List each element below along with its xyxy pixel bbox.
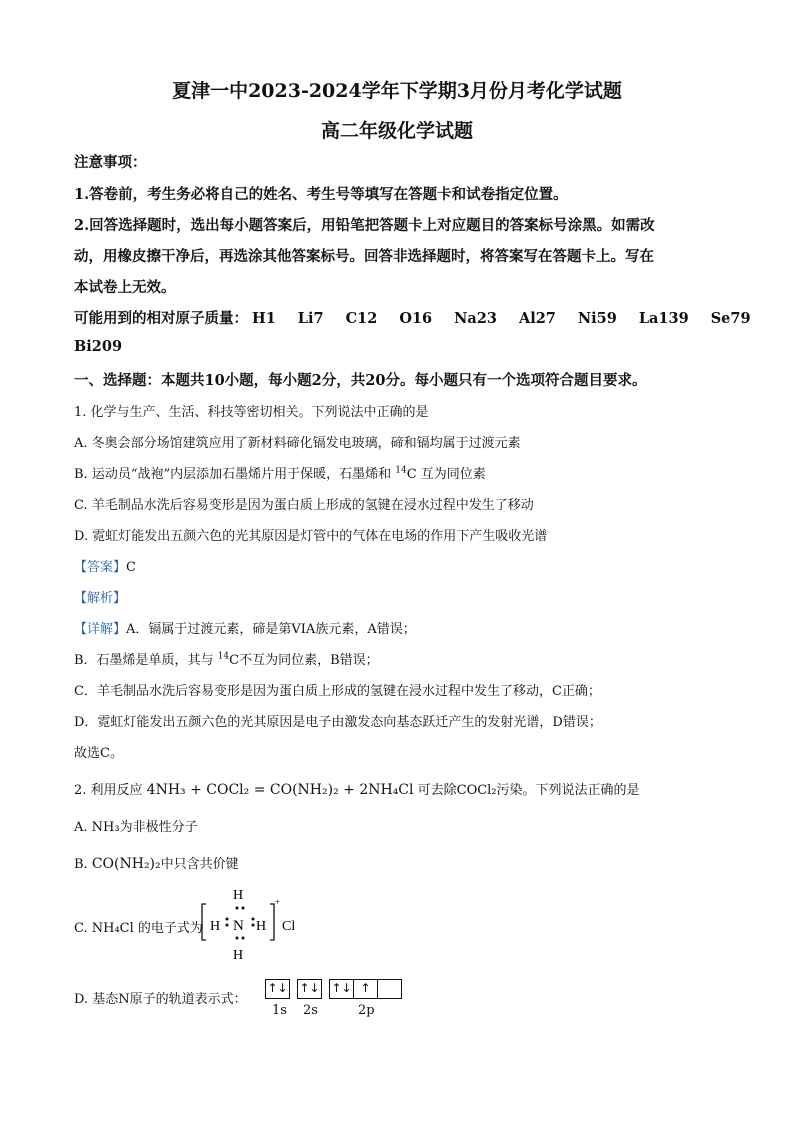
mass-item: Na23	[454, 310, 497, 327]
urea-formula: CO(NH₂)₂	[91, 856, 161, 872]
isotope-mass-number: 14	[395, 465, 407, 476]
q2-option-a: A. NH₃为非极性分子	[74, 820, 198, 835]
notice-item-2-line1: 2.回答选择题时，选出每小题答案后，用铅笔把答题卡上对应题目的答案标号涂黑。如需改	[74, 217, 655, 234]
lewis-h-right: H	[256, 919, 267, 934]
q1-answer	[74, 556, 136, 575]
atomic-mass-last: Bi209	[74, 338, 123, 355]
lewis-h-bottom: H	[233, 948, 244, 963]
orbital-label-2s: 2s	[303, 1003, 318, 1018]
q1-explain-a-text: A．镉属于过渡元素，碲是第VIA族元素，A错误；	[126, 622, 416, 637]
right-bracket	[270, 904, 274, 940]
mass-item: O16	[399, 310, 433, 327]
orbital-box-1s: ↑↓	[265, 979, 290, 999]
orbital-box-2p-1: ↑↓	[329, 979, 354, 999]
q1-explain-a	[74, 618, 416, 637]
orbital-label-2p: 2p	[358, 1003, 375, 1018]
notice-item-1: 1.答卷前，考生务必将自己的姓名、考生号等填写在答题卡和试卷指定位置。	[74, 186, 568, 203]
q1-option-b	[74, 463, 486, 482]
exam-subtitle: 高二年级化学试题	[320, 120, 473, 142]
section-heading: 一、选择题：本题共10小题，每小题2分，共20分。每小题只有一个选项符合题目要求。	[74, 372, 647, 389]
mass-item: C12	[345, 310, 378, 327]
orbital-box-2p-3	[377, 979, 402, 999]
q1-explain-c: C．羊毛制品水洗后容易变形是因为蛋白质上形成的氢键在浸水过程中发生了移动，C正确；	[74, 684, 601, 699]
detail-tag: 【详解】	[74, 622, 127, 637]
q2-stem-text: 2. 利用反应	[74, 783, 147, 798]
q1-explain-b	[74, 649, 379, 668]
q1-option-b-text: B. 运动员“战袍”内层添加石墨烯片用于保暖，石墨烯和	[74, 467, 396, 482]
q1-explain-d: D．霓虹灯能发出五颜六色的光其原因是电子由激发态向基态跃迁产生的发射光谱，D错误；	[74, 715, 602, 730]
mass-item: Se79	[710, 310, 751, 327]
atomic-mass-line	[74, 307, 773, 328]
mass-item: Al27	[518, 310, 556, 327]
left-bracket	[202, 904, 206, 940]
q2-stem-text-end: 可去除COCl₂污染。下列说法正确的是	[413, 783, 640, 798]
lewis-cl: Cl	[282, 919, 296, 934]
mass-item: H1	[252, 310, 276, 327]
q1-conclusion: 故选C。	[74, 746, 123, 761]
notice-item-2-line3: 本试卷上无效。	[74, 279, 176, 296]
answer-tag: 【答案】	[74, 560, 127, 575]
q1-explain-b-text: B．石墨烯是单质，其与	[74, 653, 218, 668]
q1-option-a: A. 冬奥会部分场馆建筑应用了新材料碲化镉发电玻璃，碲和镉均属于过渡元素	[74, 436, 521, 451]
charge-plus: +	[275, 897, 281, 907]
nitrogen-orbital-diagram	[263, 975, 423, 1023]
lewis-h-top: H	[233, 888, 244, 903]
notice-heading: 注意事项：	[74, 154, 147, 171]
answer-value: C	[126, 560, 136, 575]
q2-option-b-text: 中只含共价键	[160, 857, 239, 872]
q1-stem: 1. 化学与生产、生活、科技等密切相关。下列说法中正确的是	[74, 405, 429, 420]
orbital-box-2p-2: ↑	[353, 979, 378, 999]
mass-item: La139	[638, 310, 689, 327]
mass-item: Li7	[297, 310, 324, 327]
q2-option-b-label: B.	[74, 857, 92, 872]
lewis-n: N	[233, 918, 244, 934]
isotope-mass-number: 14	[217, 651, 230, 662]
q1-option-b-text-end: C 互为同位素	[406, 467, 486, 482]
q1-option-d: D. 霓虹灯能发出五颜六色的光其原因是灯管中的气体在电场的作用下产生吸收光谱	[74, 529, 548, 544]
orbital-box-2s: ↑↓	[297, 979, 322, 999]
notice-item-2-line2: 动，用橡皮擦干净后，再选涂其他答案标号。回答非选择题时，将答案写在答题卡上。写在	[74, 248, 654, 265]
mass-item: Ni59	[577, 310, 617, 327]
exam-title: 夏津一中2023-2024学年下学期3月份月考化学试题	[172, 80, 622, 102]
analysis-tag: 【解析】	[74, 591, 127, 606]
q1-explain-b-text-end: C不互为同位素，B错误；	[229, 653, 379, 668]
lewis-h-left: H	[210, 919, 221, 934]
atomic-mass-label: 可能用到的相对原子质量：	[74, 310, 248, 327]
orbital-label-1s: 1s	[272, 1003, 287, 1018]
q1-option-c: C. 羊毛制品水洗后容易变形是因为蛋白质上形成的氢键在浸水过程中发生了移动	[74, 498, 534, 513]
ammonium-chloride-electron-formula	[200, 886, 320, 966]
q2-option-c-label: C. NH₄Cl 的电子式为	[74, 921, 203, 936]
q2-stem	[74, 779, 640, 798]
q2-option-b	[74, 853, 239, 872]
reaction-equation: 4NH₃ + COCl₂ = CO(NH₂)₂ + 2NH₄Cl	[146, 782, 414, 798]
q2-option-d-label: D. 基态N原子的轨道表示式：	[74, 992, 247, 1007]
